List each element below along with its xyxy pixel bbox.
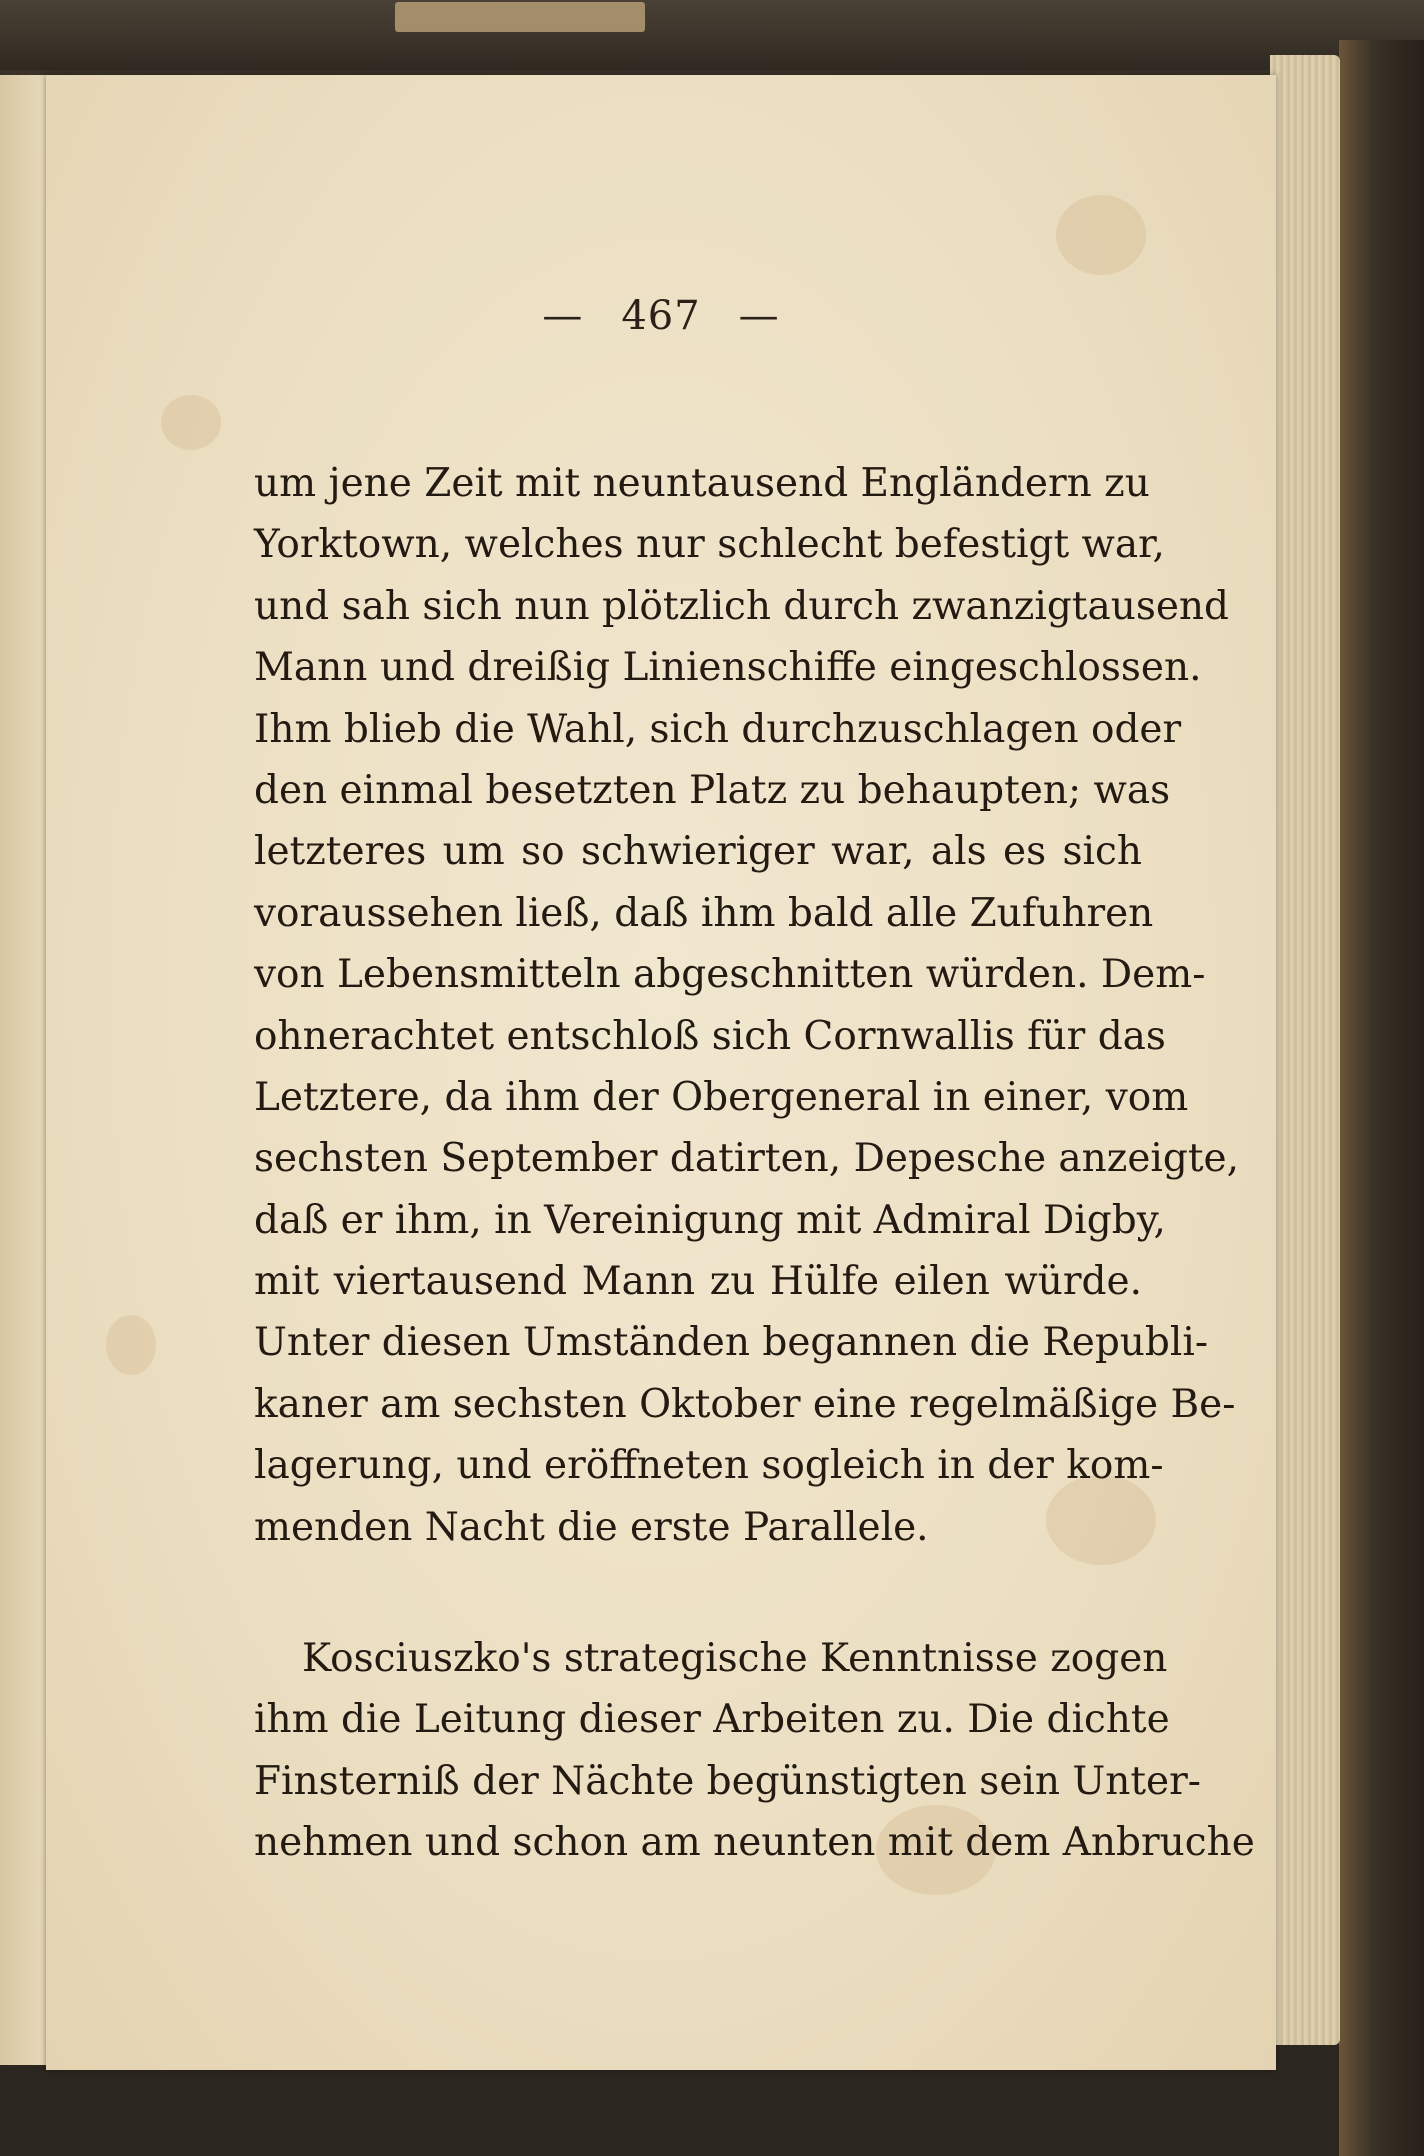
text-line: mit viertausend Mann zu Hülfe eilen würde. <box>254 1259 1142 1305</box>
text-line: Kosciuszko's strategische Kenntnisse zogen <box>302 1636 1168 1682</box>
paragraph-gap <box>254 1558 1142 1628</box>
text-line: Ihm blieb die Wahl, sich durchzuschlagen oder <box>254 706 1182 752</box>
text-line: menden Nacht die erste Parallele. <box>254 1504 929 1550</box>
text-line: um jene Zeit mit neuntausend Engländern zu <box>254 461 1150 506</box>
text-line: lagerung, und eröffneten sogleich in der kom- <box>254 1443 1164 1489</box>
foxing-stain <box>161 395 221 450</box>
text-line: und sah sich nun plötzlich durch zwanzigtausend <box>254 583 1229 629</box>
text-line: kaner am sechsten Oktober eine regelmäßige Be- <box>254 1381 1236 1427</box>
book-page <box>46 75 1276 2070</box>
page-edges <box>1270 55 1340 2045</box>
paragraph-1 <box>254 453 1240 1558</box>
text-line: Letztere, da ihm der Obergeneral in einer, vom <box>254 1074 1189 1120</box>
page-number: 467 <box>621 293 701 339</box>
foxing-stain <box>1056 195 1146 275</box>
dash-left: — <box>542 293 584 339</box>
text-line: Mann und dreißig Linienschiffe eingeschlossen. <box>254 645 1202 691</box>
page-number-header <box>46 293 1276 339</box>
text-line: ohnerachtet entschloß sich Cornwallis für das <box>254 1013 1166 1059</box>
foxing-stain <box>106 1315 156 1375</box>
text-line: Unter diesen Umständen begannen die Republi- <box>254 1320 1208 1366</box>
binding-paper-tab <box>395 2 645 32</box>
body-text <box>254 453 1255 1874</box>
text-line: Yorktown, welches nur schlecht befestigt war, <box>254 522 1165 568</box>
text-line: von Lebensmitteln abgeschnitten würden. Dem- <box>254 952 1206 998</box>
dash-right: — <box>738 293 780 339</box>
text-line: sechsten September datirten, Depesche anzeigte, <box>254 1136 1240 1182</box>
text-line: nehmen und schon am neunten mit dem Anbruche <box>254 1820 1255 1866</box>
text-line: letzteres um so schwieriger war, als es sich <box>254 829 1142 875</box>
text-line: den einmal besetzten Platz zu behaupten; was <box>254 767 1171 813</box>
text-line: Finsterniß der Nächte begünstigten sein Unter- <box>254 1758 1201 1804</box>
book-cover-edge <box>1339 40 1424 2156</box>
book-binding-top <box>0 0 1424 70</box>
paragraph-2 <box>254 1628 1255 1874</box>
text-line: voraussehen ließ, daß ihm bald alle Zufuhren <box>254 890 1154 936</box>
text-line: ihm die Leitung dieser Arbeiten zu. Die dichte <box>254 1697 1170 1743</box>
text-line: daß er ihm, in Vereinigung mit Admiral Digby, <box>254 1197 1166 1243</box>
